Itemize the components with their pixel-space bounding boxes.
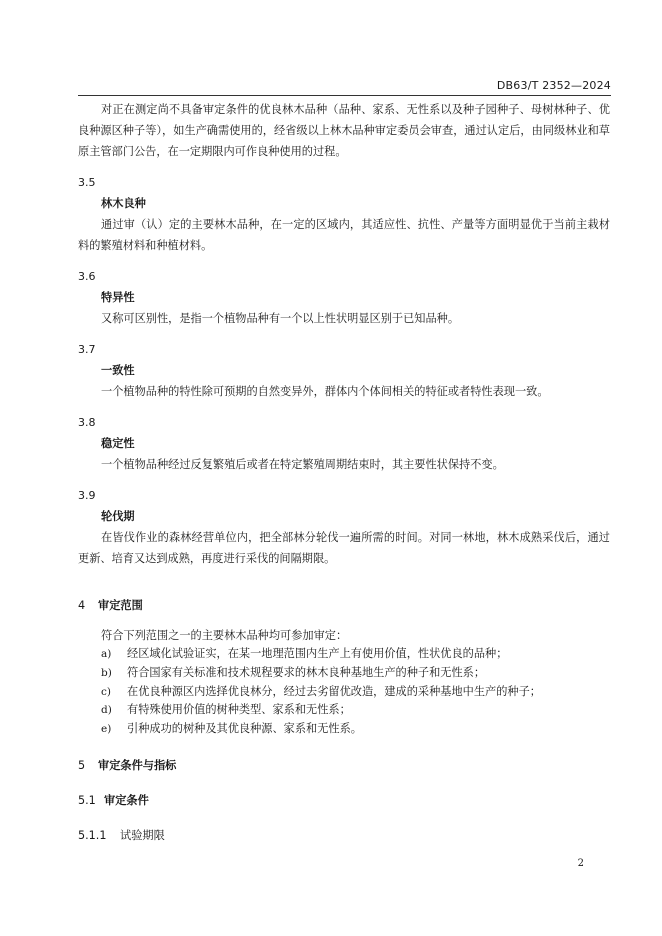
subsubsection-title: 试验期限 bbox=[120, 828, 165, 842]
section-4 bbox=[78, 595, 610, 739]
list-marker: b) bbox=[101, 666, 112, 679]
term-number: 3.5 bbox=[78, 176, 96, 189]
list-text: 有特殊使用价值的树种类型、家系和无性系； bbox=[127, 703, 351, 717]
subsection-heading bbox=[78, 790, 610, 811]
section-intro: 符合下列范围之一的主要林木品种均可参加审定： bbox=[101, 629, 348, 642]
term-3-8 bbox=[78, 412, 610, 475]
page-number: 2 bbox=[577, 858, 584, 869]
subsubsection-heading bbox=[78, 825, 610, 846]
term-title: 一致性 bbox=[101, 364, 135, 377]
subsection-number: 5.1 bbox=[78, 793, 96, 807]
section-heading bbox=[78, 595, 610, 616]
term-number: 3.8 bbox=[78, 416, 96, 429]
term-3-7 bbox=[78, 339, 610, 402]
section-heading bbox=[78, 755, 610, 776]
term-number: 3.7 bbox=[78, 343, 96, 356]
header-rule bbox=[78, 95, 611, 96]
list-text: 在优良种源区内选择优良林分，经过去劣留优改造，建成的采种基地中生产的种子； bbox=[127, 684, 541, 698]
section-number: 5 bbox=[78, 758, 86, 772]
subsection-title: 审定条件 bbox=[104, 793, 149, 807]
list-item bbox=[78, 720, 610, 739]
list-item bbox=[78, 664, 610, 683]
term-definition: 一个植物品种经过反复繁殖后或者在特定繁殖周期结束时，其主要性状保持不变。 bbox=[101, 458, 504, 471]
term-3-5 bbox=[78, 172, 610, 256]
list-marker: d) bbox=[101, 704, 112, 717]
list-item bbox=[78, 645, 610, 664]
term-definition: 一个植物品种的特性除可预期的自然变异外，群体内个体间相关的特征或者特性表现一致。 bbox=[101, 385, 549, 398]
scope-list bbox=[78, 645, 610, 739]
term-definition: 又称可区别性，是指一个植物品种有一个以上性状明显区别于已知品种。 bbox=[101, 312, 460, 325]
term-definition: 通过审（认）定的主要林木品种，在一定的区域内，其适应性、抗性、产量等方面明显优于当前主栽材料的繁殖材料和种植材料。 bbox=[78, 218, 610, 252]
intro-paragraph: 对正在测定尚不具备审定条件的优良林木品种（品种、家系、无性系以及种子园种子、母树林种子、优良种源区种子等），如生产确需使用的，经省级以上林木品种审定委员会审查，通过认定后，由同级林业和草原主管部门公告，在一定期限内可作良种使用的过程。 bbox=[78, 103, 610, 158]
standard-code: DB63/T 2352—2024 bbox=[496, 79, 611, 92]
list-text: 符合国家有关标准和技术规程要求的林木良种基地生产的种子和无性系； bbox=[127, 665, 486, 679]
list-marker: e) bbox=[101, 723, 112, 736]
list-item bbox=[78, 683, 610, 702]
term-title: 稳定性 bbox=[101, 437, 135, 450]
term-title: 林木良种 bbox=[101, 197, 146, 210]
term-definition: 在皆伐作业的森林经营单位内，把全部林分轮伐一遍所需的时间。对同一林地，林木成熟采伐后，通过更新、培育又达到成熟，再度进行采伐的间隔期限。 bbox=[78, 531, 610, 565]
list-marker: c) bbox=[101, 685, 111, 698]
term-3-9 bbox=[78, 485, 610, 569]
term-title: 轮伐期 bbox=[101, 510, 135, 523]
list-text: 引种成功的树种及其优良种源、家系和无性系。 bbox=[127, 722, 362, 736]
subsubsection-number: 5.1.1 bbox=[78, 828, 107, 842]
term-3-6 bbox=[78, 266, 610, 329]
term-title: 特异性 bbox=[101, 291, 135, 304]
term-number: 3.9 bbox=[78, 489, 96, 502]
list-item bbox=[78, 701, 610, 720]
list-text: 经区域化试验证实，在某一地理范围内生产上有使用价值，性状优良的品种； bbox=[127, 647, 508, 660]
section-number: 4 bbox=[78, 599, 86, 612]
term-number: 3.6 bbox=[78, 270, 96, 283]
section-title: 审定范围 bbox=[98, 599, 143, 612]
page-content bbox=[78, 99, 610, 846]
section-title: 审定条件与指标 bbox=[98, 758, 177, 772]
list-marker: a) bbox=[101, 648, 112, 660]
section-5 bbox=[78, 755, 610, 846]
